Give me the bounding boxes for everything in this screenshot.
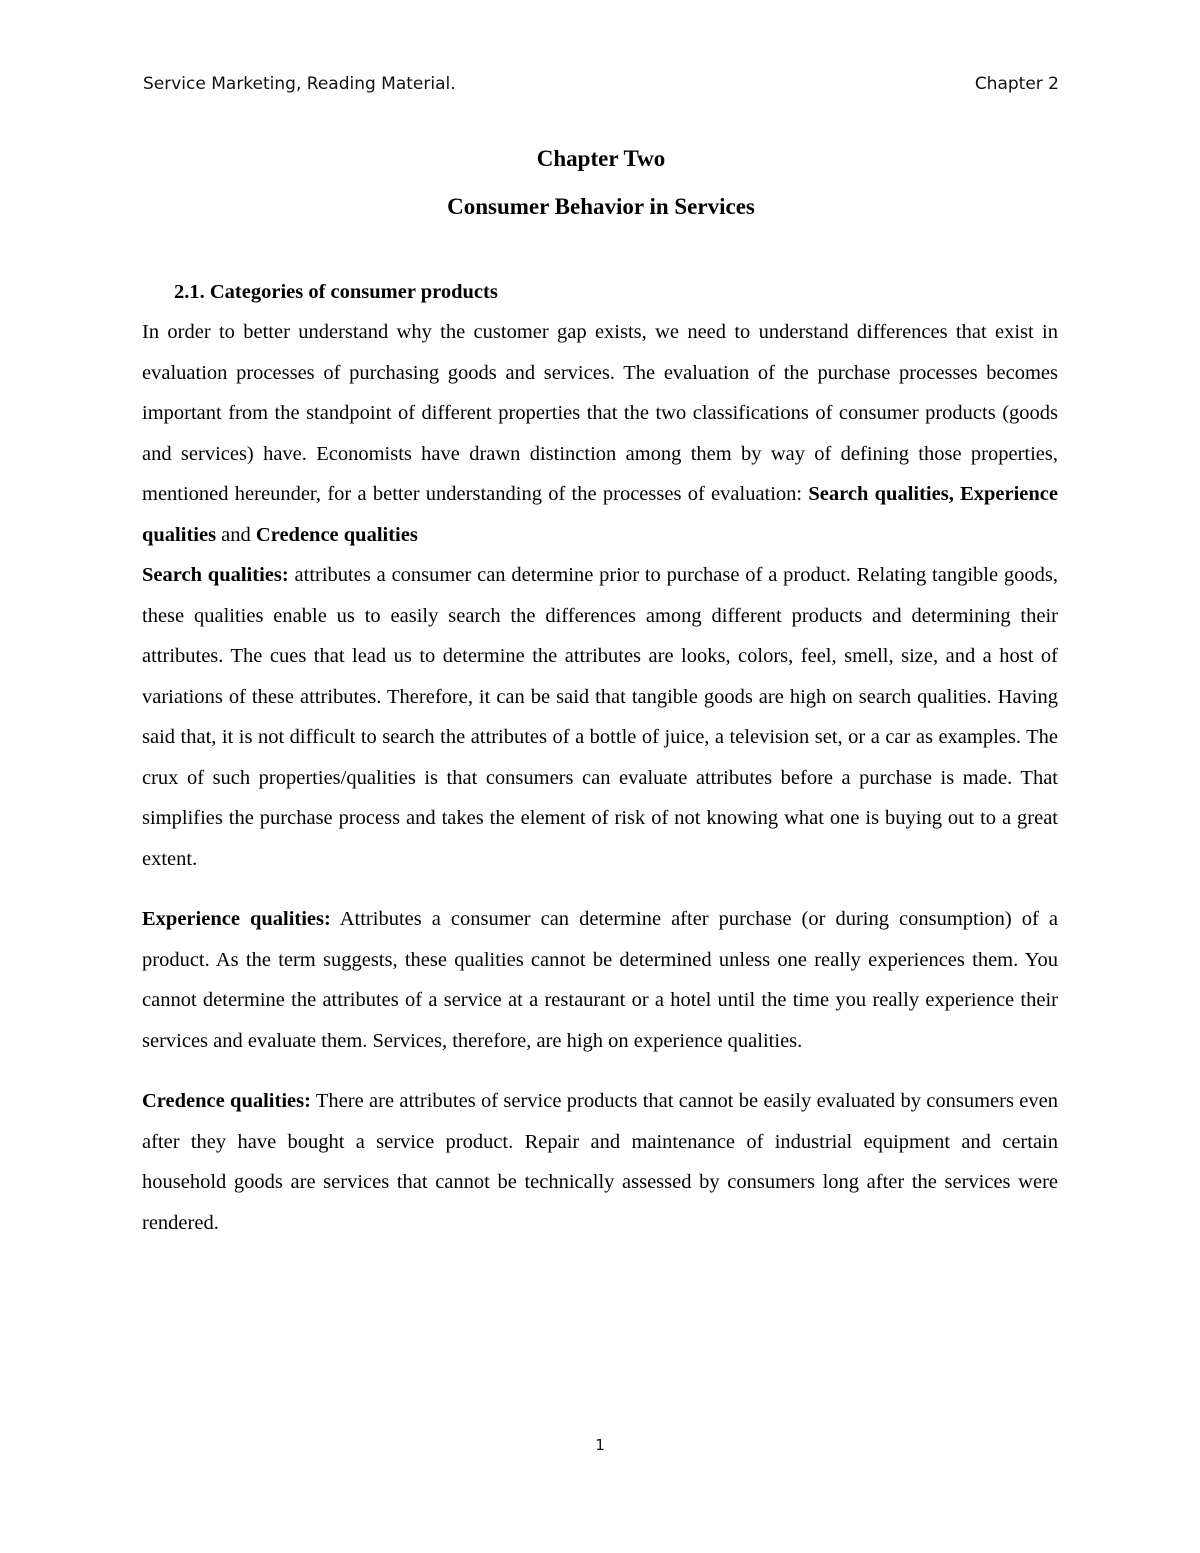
intro-and: and	[216, 523, 256, 546]
credence-qualities-paragraph	[142, 1081, 1058, 1243]
search-qualities-label: Search qualities:	[142, 564, 289, 586]
experience-qualities-text: Attributes a consumer can determine after purchase (or during consumption) of a product. As the term suggests, these qualities cannot be determined unless one really experiences them. You cannot determine the attributes of a service at a restaurant or a hotel until the time you really experience their services and evaluate them. Services, therefore, are high on experience qualities.	[142, 908, 1058, 1052]
credence-qualities-label: Credence qualities:	[142, 1090, 311, 1112]
search-qualities-text: attributes a consumer can determine prior to purchase of a product. Relating tangible goods, these qualities enable us to easily search the differences among different products and determining their attributes. The cues that lead us to determine the attributes are looks, colors, feel, smell, size, and a host of variations of these attributes. Therefore, it can be said that tangible goods are high on search qualities. Having said that, it is not difficult to search the attributes of a bottle of juice, a television set, or a car as examples. The crux of such properties/qualities is that consumers can evaluate attributes before a purchase is made. That simplifies the purchase process and takes the element of risk of not knowing what one is buying out to a great extent.	[142, 564, 1058, 870]
intro-text: In order to better understand why the customer gap exists, we need to understand differences that exist in evaluation processes of purchasing goods and services. The evaluation of the purchase processes becomes important from the standpoint of different properties that the two classifications of consumer products (goods and services) have. Economists have drawn distinction among them by way of defining those properties, mentioned hereunder, for a better understanding of the processes of evaluation:	[142, 321, 1058, 505]
chapter-titles	[143, 142, 1059, 238]
chapter-subtitle: Consumer Behavior in Services	[447, 194, 755, 219]
header-chapter-label: Chapter 2	[974, 74, 1059, 94]
document-body	[142, 272, 1058, 1243]
search-qualities-paragraph	[142, 555, 1058, 879]
page-number: 1	[595, 1436, 605, 1454]
experience-qualities-paragraph	[142, 899, 1058, 1061]
section-heading: 2.1. Categories of consumer products	[174, 281, 498, 303]
intro-paragraph	[142, 312, 1058, 555]
experience-qualities-label: Experience qualities:	[142, 908, 331, 930]
intro-bold-search-experience: Search qualities, Experience qualities	[142, 483, 1059, 546]
credence-qualities-text: There are attributes of service products that cannot be easily evaluated by consumers even after they have bought a service product. Repair and maintenance of industrial equipment and certain household goods are services that cannot be technically assessed by consumers long after the services were rendered.	[142, 1090, 1058, 1234]
intro-bold-credence: Credence qualities	[255, 523, 418, 546]
chapter-title: Chapter Two	[536, 146, 666, 171]
header-course-title: Service Marketing, Reading Material.	[143, 74, 456, 94]
page-header	[143, 74, 1059, 100]
